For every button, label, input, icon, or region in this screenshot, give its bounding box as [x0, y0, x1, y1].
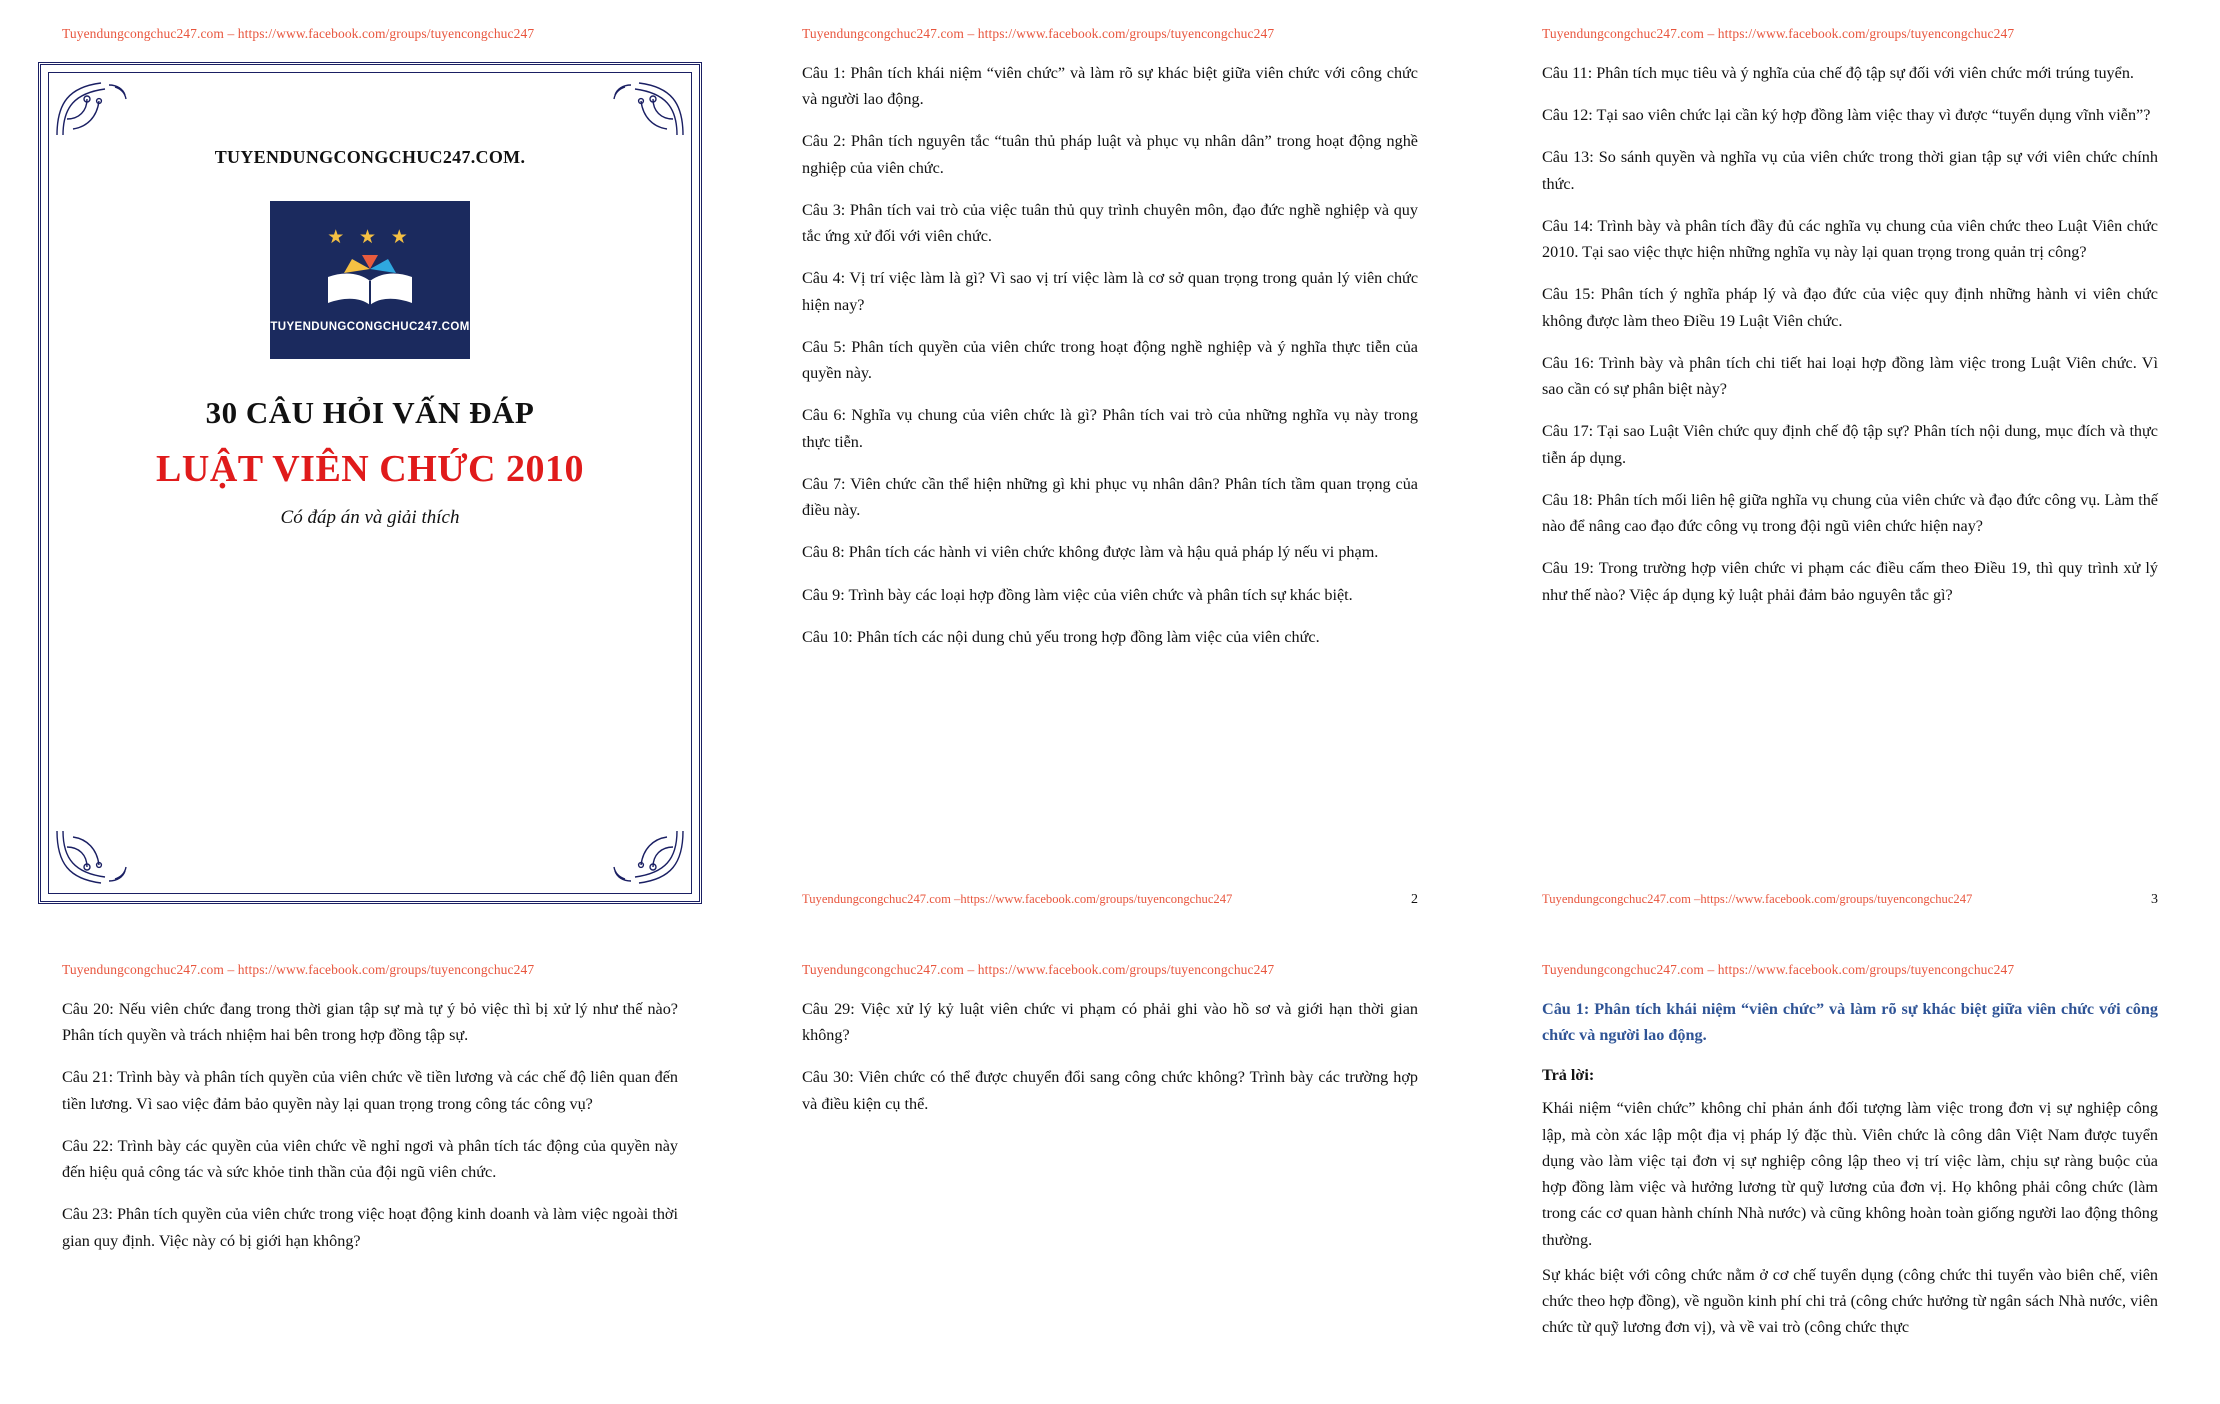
question-item: Câu 29: Việc xử lý kỷ luật viên chức vi phạm có phải ghi vào hồ sơ và giới hạn thời gian không?	[802, 1000, 1418, 1045]
question-item: Câu 23: Phân tích quyền của viên chức trong việc hoạt động kinh doanh và làm việc ngoài thời gian quy định. Việc này có bị giới hạn không?	[62, 1205, 678, 1250]
cover-subtitle: LUẬT VIÊN CHỨC 2010	[156, 448, 584, 490]
question-item: Câu 20: Nếu viên chức đang trong thời gian tập sự mà tự ý bỏ việc thì bị xử lý như thế nào? Phân tích quyền và trách nhiệm hai bên trong hợp đồng tập sự.	[62, 1000, 678, 1045]
page-header-link: Tuyendungcongchuc247.com – https://www.facebook.com/groups/tuyencongchuc247	[802, 962, 1275, 977]
question-item: Câu 13: So sánh quyền và nghĩa vụ của viên chức trong thời gian tập sự với viên chức chính thức.	[1542, 148, 2158, 193]
question-item: Câu 18: Phân tích mối liên hệ giữa nghĩa vụ chung của viên chức và đạo đức công vụ. Làm thế nào để nâng cao đạo đức công vụ trong đội ngũ viên chức hiện nay?	[1542, 490, 2158, 536]
question-item: Câu 4: Vị trí việc làm là gì? Vì sao vị trí việc làm là cơ sở quan trọng trong quản lý viên chức hiện nay?	[802, 269, 1418, 314]
question-item: Câu 1: Phân tích khái niệm “viên chức” và làm rõ sự khác biệt giữa viên chức với công chức và người lao động.	[802, 64, 1418, 109]
question-item: Câu 14: Trình bày và phân tích đầy đủ các nghĩa vụ chung của viên chức theo Luật Viên chức 2010. Tại sao việc thực hiện những nghĩa vụ này lại quan trọng trong quản trị công?	[1542, 216, 2158, 262]
footer-link: Tuyendungcongchuc247.com –https://www.facebook.com/groups/tuyencongchuc247	[1542, 892, 1973, 906]
question-item: Câu 12: Tại sao viên chức lại cần ký hợp đồng làm việc thay vì được “tuyển dụng vĩnh viễn”?	[1542, 106, 2151, 125]
question-item: Câu 19: Trong trường hợp viên chức vi phạm các điều cấm theo Điều 19, thì quy trình xử lý như thế nào? Việc áp dụng kỷ luật phải đảm bảo nguyên tắc gì?	[1542, 559, 2158, 604]
page-footer	[1542, 892, 2158, 908]
question-item: Câu 11: Phân tích mục tiêu và ý nghĩa của chế độ tập sự đối với viên chức mới trúng tuyển.	[1542, 64, 2134, 82]
page-1-cover	[0, 0, 740, 936]
question-item: Câu 5: Phân tích quyền của viên chức trong hoạt động nghề nghiệp và ý nghĩa thực tiễn của quyền này.	[802, 337, 1418, 383]
page-header-link: Tuyendungcongchuc247.com – https://www.facebook.com/groups/tuyencongchuc247	[62, 962, 535, 977]
page-footer	[802, 892, 1418, 908]
cover-title: 30 CÂU HỎI VẤN ĐÁP	[205, 395, 535, 430]
question-item: Câu 30: Viên chức có thể được chuyển đổi sang công chức không? Trình bày các trường hợp và điều kiện cụ thể.	[802, 1068, 1418, 1113]
page-3	[1480, 0, 2220, 936]
corner-ornament-icon	[603, 827, 687, 889]
page-number: 2	[1411, 892, 1418, 907]
question-item: Câu 10: Phân tích các nội dung chủ yếu trong hợp đồng làm việc của viên chức.	[802, 627, 1320, 646]
page-header-link: Tuyendungcongchuc247.com – https://www.facebook.com/groups/tuyencongchuc247	[1542, 26, 2015, 41]
question-item: Câu 17: Tại sao Luật Viên chức quy định chế độ tập sự? Phân tích nội dung, mục đích và thực tiễn áp dụng.	[1542, 422, 2158, 467]
question-item: Câu 22: Trình bày các quyền của viên chức về nghỉ ngơi và phân tích tác động của quyền này đến hiệu quả công tác và sức khỏe tinh thần của đội ngũ viên chức.	[62, 1136, 678, 1182]
answer-question-title: Câu 1: Phân tích khái niệm “viên chức” và làm rõ sự khác biệt giữa viên chức với công chức và người lao động.	[1542, 1000, 2158, 1045]
page-5	[740, 936, 1480, 1404]
page-number: 3	[2151, 892, 2158, 907]
answer-paragraph: Sự khác biệt với công chức nằm ở cơ chế tuyển dụng (công chức thi tuyển vào biên chế, viên chức theo hợp đồng), về nguồn kinh phí chi trả (công chức hưởng từ ngân sách Nhà nước, viên chức từ quỹ lương đơn vị), và về vai trò (công chức thực	[1542, 1265, 2158, 1337]
answer-label: Trả lời:	[1542, 1066, 1595, 1085]
question-item: Câu 7: Viên chức cần thể hiện những gì khi phục vụ nhân dân? Phân tích tầm quan trọng của điều này.	[802, 474, 1418, 520]
question-item: Câu 16: Trình bày và phân tích chi tiết hai loại hợp đồng làm việc trong Luật Viên chức. Vì sao cần có sự phân biệt này?	[1542, 353, 2158, 399]
page-header-link: Tuyendungcongchuc247.com – https://www.facebook.com/groups/tuyencongchuc247	[1542, 962, 2015, 977]
question-item: Câu 8: Phân tích các hành vi viên chức không được làm và hậu quả pháp lý nếu vi phạm.	[802, 543, 1379, 562]
corner-ornament-icon	[53, 77, 137, 139]
book-icon	[322, 251, 418, 309]
footer-link: Tuyendungcongchuc247.com –https://www.facebook.com/groups/tuyencongchuc247	[802, 892, 1233, 906]
page-6	[1480, 936, 2220, 1404]
cover-site-name: TUYENDUNGCONGCHUC247.COM.	[214, 147, 526, 167]
page-header-link: Tuyendungcongchuc247.com – https://www.facebook.com/groups/tuyencongchuc247	[802, 26, 1275, 41]
question-item: Câu 21: Trình bày và phân tích quyền của viên chức về tiền lương và các chế độ liên quan đến tiền lương. Vì sao việc đảm bảo quyền này lại quan trọng trong công tác công vụ?	[62, 1068, 678, 1113]
question-item: Câu 2: Phân tích nguyên tắc “tuân thủ pháp luật và phục vụ nhân dân” trong hoạt động nghề nghiệp của viên chức.	[802, 132, 1418, 177]
corner-ornament-icon	[53, 827, 137, 889]
page-4	[0, 936, 740, 1404]
cover-decorative-frame	[38, 62, 702, 904]
answer-paragraph: Khái niệm “viên chức” không chỉ phản ánh đối tượng làm việc trong đơn vị sự nghiệp công lập, mà còn xác lập một địa vị pháp lý đặc thù. Viên chức là công dân Việt Nam được tuyển dụng vào làm việc tại đơn vị sự nghiệp công lập theo vị trí việc làm, chịu sự ràng buộc của hợp đồng làm việc và hưởng lương từ quỹ lương của đơn vị. Họ không phải công chức (làm trong các cơ quan hành chính Nhà nước) và cũng không hoàn toàn giống người lao động thông thường.	[1542, 1099, 2158, 1249]
stars-icon: ★ ★ ★	[327, 226, 413, 248]
page-header-link: Tuyendungcongchuc247.com – https://www.facebook.com/groups/tuyencongchuc247	[62, 26, 535, 41]
question-item: Câu 6: Nghĩa vụ chung của viên chức là gì? Phân tích vai trò của những nghĩa vụ này trong thực tiễn.	[802, 406, 1418, 451]
corner-ornament-icon	[603, 77, 687, 139]
cover-note: Có đáp án và giải thích	[280, 507, 460, 528]
question-item: Câu 15: Phân tích ý nghĩa pháp lý và đạo đức của việc quy định những hành vi viên chức không được làm theo Điều 19 Luật Viên chức.	[1542, 285, 2158, 330]
logo-caption: TUYENDUNGCONGCHUC247.COM	[270, 320, 470, 333]
brand-logo	[270, 201, 470, 359]
question-item: Câu 9: Trình bày các loại hợp đồng làm việc của viên chức và phân tích sự khác biệt.	[802, 585, 1353, 604]
question-item: Câu 3: Phân tích vai trò của việc tuân thủ quy trình chuyên môn, đạo đức nghề nghiệp và quy tắc ứng xử đối với viên chức.	[802, 200, 1418, 246]
page-2	[740, 0, 1480, 936]
